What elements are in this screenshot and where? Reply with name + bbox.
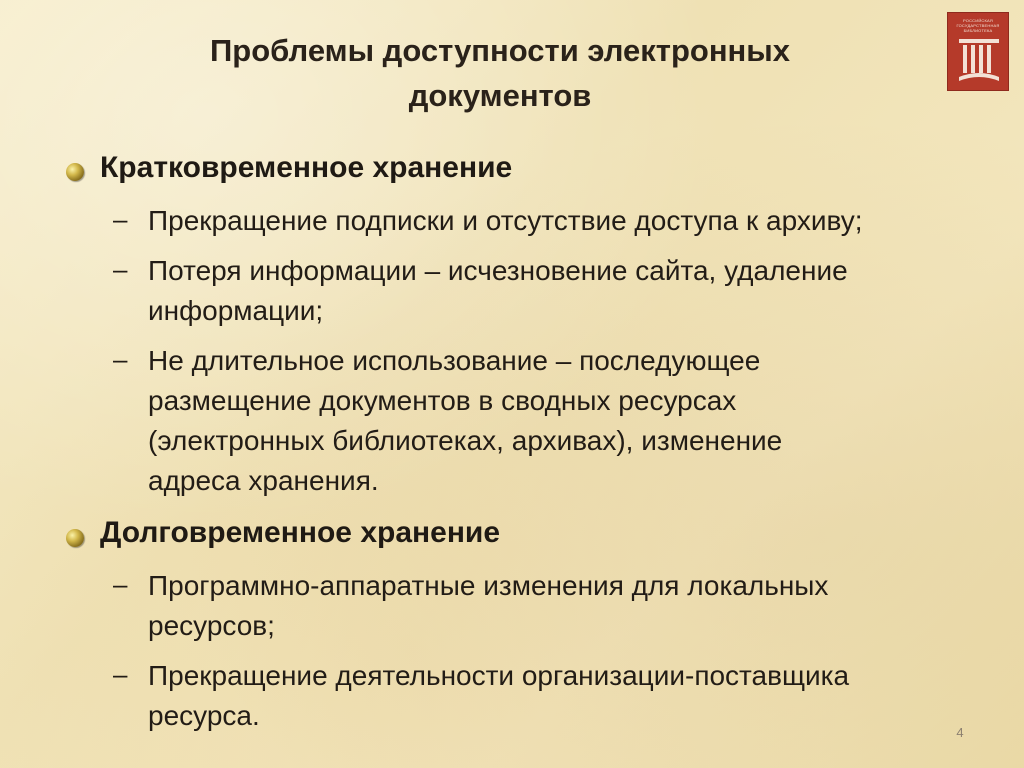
dash-icon: – <box>113 344 128 374</box>
bullet-icon <box>66 163 84 181</box>
list-item: Не длительное использование – последующее размещение документов в сводных ресурсах (электронных библиотеках, архивах), изменение адреса хранения. <box>148 345 783 496</box>
page-number: 4 <box>956 725 964 740</box>
dash-icon: – <box>113 254 128 284</box>
dash-icon: – <box>113 569 128 599</box>
list-item: Программно-аппаратные изменения для локальных ресурсов; <box>148 570 829 641</box>
logo-caption: РОССИЙСКАЯ ГОСУДАРСТВЕННАЯ БИБЛИОТЕКА <box>956 18 1000 33</box>
bullet-icon <box>66 529 84 547</box>
section-heading-short-term: Кратковременное хранение <box>100 151 513 184</box>
dash-icon: – <box>113 659 128 689</box>
list-item: Прекращение деятельности организации-поставщика ресурса. <box>148 660 850 731</box>
section-heading-long-term: Долговременное хранение <box>100 516 501 549</box>
slide-title: Проблемы доступности электронных документов <box>210 33 790 113</box>
dash-icon: – <box>113 204 128 234</box>
list-item: Потеря информации – исчезновение сайта, удаление информации; <box>148 255 848 326</box>
list-item: Прекращение подписки и отсутствие доступа к архиву; <box>148 205 863 236</box>
